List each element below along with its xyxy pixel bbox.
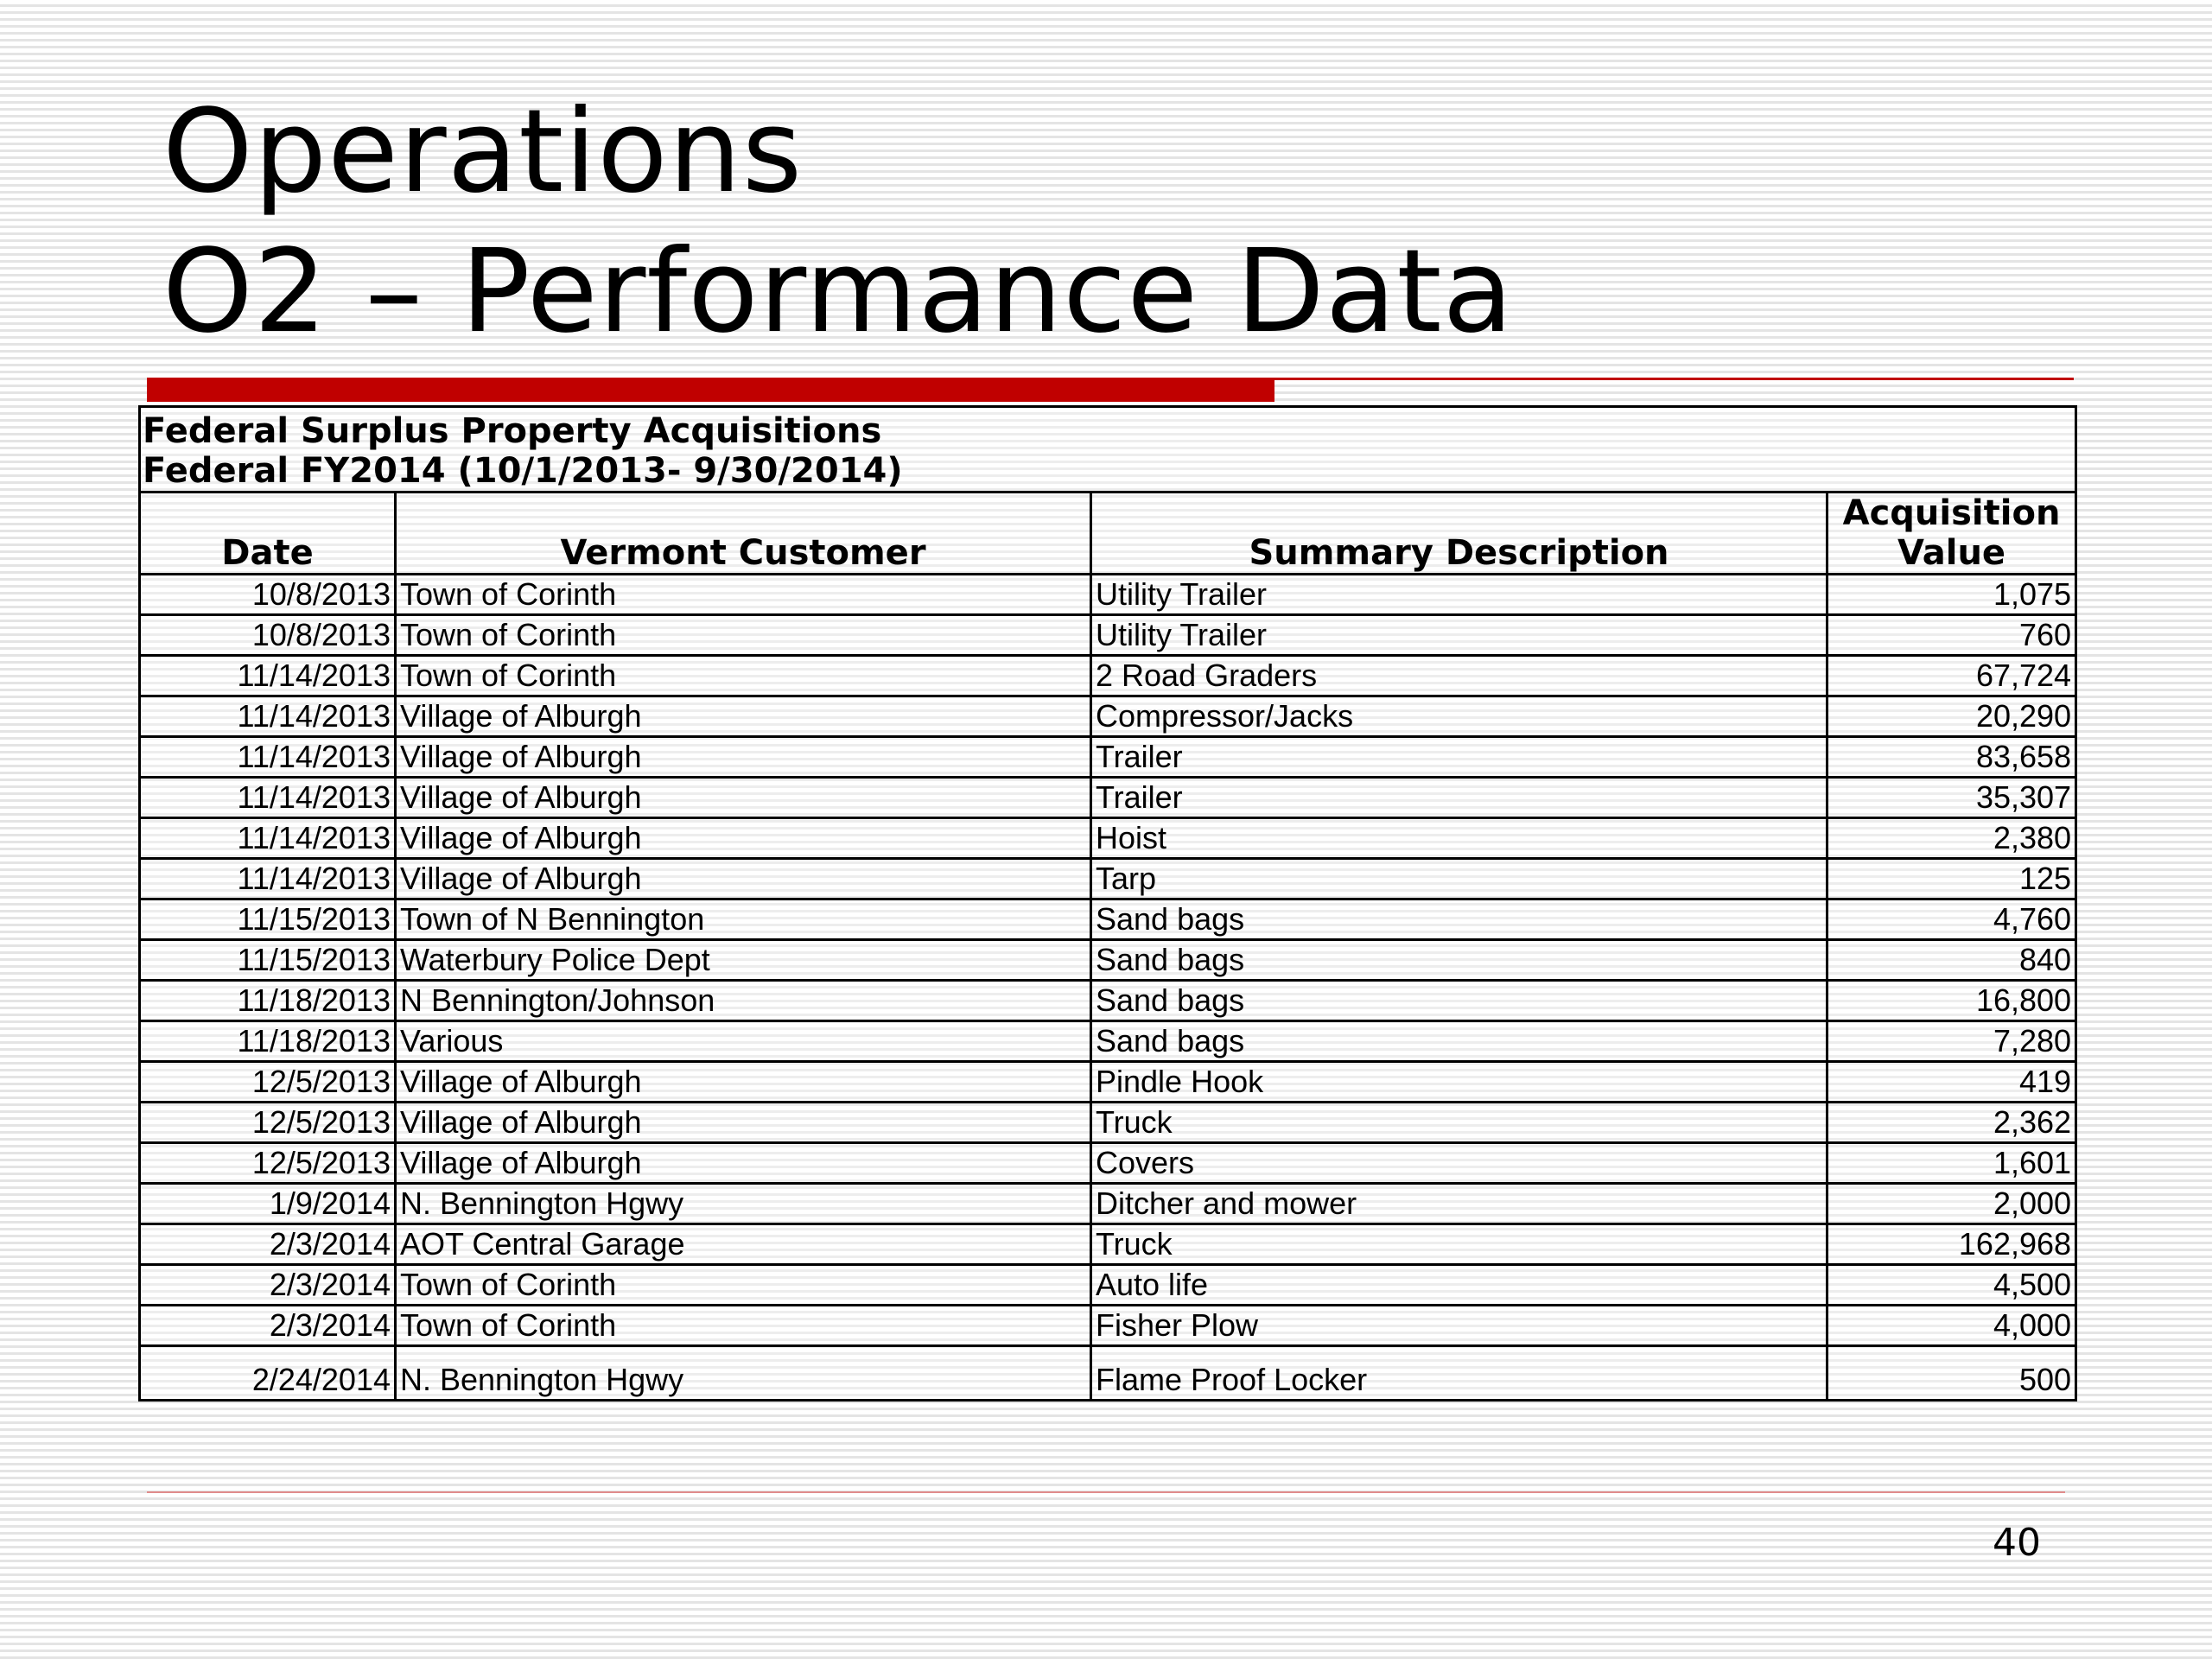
cell-description: Flame Proof Locker	[1091, 1346, 1827, 1401]
cell-customer: Village of Alburgh	[396, 778, 1091, 818]
cell-customer: Town of Corinth	[396, 575, 1091, 615]
header-value	[1827, 493, 2076, 575]
cell-customer: Waterbury Police Dept	[396, 940, 1091, 981]
cell-customer: Village of Alburgh	[396, 859, 1091, 899]
cell-value: 4,000	[1827, 1306, 2076, 1346]
table-row	[140, 575, 2076, 615]
cell-description: Utility Trailer	[1091, 575, 1827, 615]
table-row	[140, 1265, 2076, 1306]
cell-customer: Village of Alburgh	[396, 818, 1091, 859]
cell-date: 11/14/2013	[140, 778, 396, 818]
cell-description: Compressor/Jacks	[1091, 696, 1827, 737]
cell-value: 125	[1827, 859, 2076, 899]
cell-date: 10/8/2013	[140, 575, 396, 615]
table-row	[140, 1143, 2076, 1184]
cell-date: 1/9/2014	[140, 1184, 396, 1224]
cell-description: 2 Road Graders	[1091, 656, 1827, 696]
accent-rule	[1274, 378, 2074, 380]
cell-description: Sand bags	[1091, 899, 1827, 940]
cell-customer: N. Bennington Hgwy	[396, 1346, 1091, 1401]
table-caption	[140, 407, 2076, 493]
table-caption-line2: Federal FY2014 (10/1/2013- 9/30/2014)	[143, 451, 903, 491]
table-row	[140, 859, 2076, 899]
cell-date: 11/14/2013	[140, 656, 396, 696]
cell-date: 2/24/2014	[140, 1346, 396, 1401]
header-value-line1: Acquisition	[1842, 493, 2061, 533]
cell-customer: Town of N Bennington	[396, 899, 1091, 940]
cell-description: Utility Trailer	[1091, 615, 1827, 656]
cell-date: 11/18/2013	[140, 981, 396, 1021]
cell-date: 2/3/2014	[140, 1306, 396, 1346]
cell-date: 12/5/2013	[140, 1103, 396, 1143]
cell-value: 2,362	[1827, 1103, 2076, 1143]
cell-description: Trailer	[1091, 737, 1827, 778]
table-row	[140, 1103, 2076, 1143]
cell-customer: Town of Corinth	[396, 615, 1091, 656]
cell-description: Hoist	[1091, 818, 1827, 859]
table-row	[140, 1306, 2076, 1346]
cell-date: 11/14/2013	[140, 737, 396, 778]
cell-date: 11/18/2013	[140, 1021, 396, 1062]
cell-date: 12/5/2013	[140, 1143, 396, 1184]
table-row	[140, 1224, 2076, 1265]
cell-description: Tarp	[1091, 859, 1827, 899]
table-row	[140, 818, 2076, 859]
footer-rule	[147, 1491, 2065, 1493]
table-caption-line1: Federal Surplus Property Acquisitions	[143, 411, 882, 451]
cell-value: 4,760	[1827, 899, 2076, 940]
cell-description: Trailer	[1091, 778, 1827, 818]
cell-value: 35,307	[1827, 778, 2076, 818]
cell-value: 760	[1827, 615, 2076, 656]
table-row	[140, 940, 2076, 981]
cell-description: Pindle Hook	[1091, 1062, 1827, 1103]
cell-value: 7,280	[1827, 1021, 2076, 1062]
cell-date: 2/3/2014	[140, 1224, 396, 1265]
cell-date: 2/3/2014	[140, 1265, 396, 1306]
cell-value: 83,658	[1827, 737, 2076, 778]
cell-description: Truck	[1091, 1103, 1827, 1143]
cell-customer: Various	[396, 1021, 1091, 1062]
slide-title-line2: O2 – Performance Data	[162, 226, 1515, 359]
cell-description: Ditcher and mower	[1091, 1184, 1827, 1224]
table-row	[140, 778, 2076, 818]
cell-description: Fisher Plow	[1091, 1306, 1827, 1346]
cell-customer: Village of Alburgh	[396, 1103, 1091, 1143]
accent-bar	[147, 378, 1274, 402]
table-row	[140, 1346, 2076, 1401]
table-row	[140, 981, 2076, 1021]
cell-customer: N Bennington/Johnson	[396, 981, 1091, 1021]
cell-value: 16,800	[1827, 981, 2076, 1021]
cell-date: 11/14/2013	[140, 818, 396, 859]
table-row	[140, 1062, 2076, 1103]
cell-description: Truck	[1091, 1224, 1827, 1265]
cell-value: 419	[1827, 1062, 2076, 1103]
cell-customer: Town of Corinth	[396, 1265, 1091, 1306]
cell-customer: Village of Alburgh	[396, 737, 1091, 778]
cell-value: 500	[1827, 1346, 2076, 1401]
table-header-row	[140, 493, 2076, 575]
acquisitions-table	[138, 405, 2077, 1402]
table-row	[140, 899, 2076, 940]
cell-value: 4,500	[1827, 1265, 2076, 1306]
table-body	[140, 575, 2076, 1401]
cell-description: Sand bags	[1091, 1021, 1827, 1062]
cell-date: 10/8/2013	[140, 615, 396, 656]
header-description: Summary Description	[1091, 493, 1827, 575]
cell-value: 20,290	[1827, 696, 2076, 737]
cell-description: Sand bags	[1091, 940, 1827, 981]
slide-title	[162, 82, 1514, 362]
cell-date: 11/15/2013	[140, 940, 396, 981]
page-number: 40	[1993, 1521, 2041, 1565]
cell-customer: Village of Alburgh	[396, 696, 1091, 737]
cell-customer: AOT Central Garage	[396, 1224, 1091, 1265]
cell-date: 11/15/2013	[140, 899, 396, 940]
table-row	[140, 1021, 2076, 1062]
cell-description: Sand bags	[1091, 981, 1827, 1021]
cell-date: 12/5/2013	[140, 1062, 396, 1103]
table-row	[140, 615, 2076, 656]
table-row	[140, 737, 2076, 778]
cell-customer: Village of Alburgh	[396, 1062, 1091, 1103]
slide-title-line1: Operations	[162, 86, 804, 219]
cell-value: 2,000	[1827, 1184, 2076, 1224]
cell-value: 1,601	[1827, 1143, 2076, 1184]
table-row	[140, 656, 2076, 696]
cell-description: Covers	[1091, 1143, 1827, 1184]
cell-customer: Town of Corinth	[396, 1306, 1091, 1346]
cell-customer: Village of Alburgh	[396, 1143, 1091, 1184]
cell-date: 11/14/2013	[140, 696, 396, 737]
cell-date: 11/14/2013	[140, 859, 396, 899]
cell-value: 1,075	[1827, 575, 2076, 615]
cell-customer: Town of Corinth	[396, 656, 1091, 696]
cell-value: 2,380	[1827, 818, 2076, 859]
cell-description: Auto life	[1091, 1265, 1827, 1306]
header-customer: Vermont Customer	[396, 493, 1091, 575]
header-value-line2: Value	[1897, 533, 2006, 573]
cell-value: 162,968	[1827, 1224, 2076, 1265]
cell-value: 67,724	[1827, 656, 2076, 696]
table-row	[140, 1184, 2076, 1224]
cell-value: 840	[1827, 940, 2076, 981]
table-row	[140, 696, 2076, 737]
cell-customer: N. Bennington Hgwy	[396, 1184, 1091, 1224]
header-date: Date	[140, 493, 396, 575]
